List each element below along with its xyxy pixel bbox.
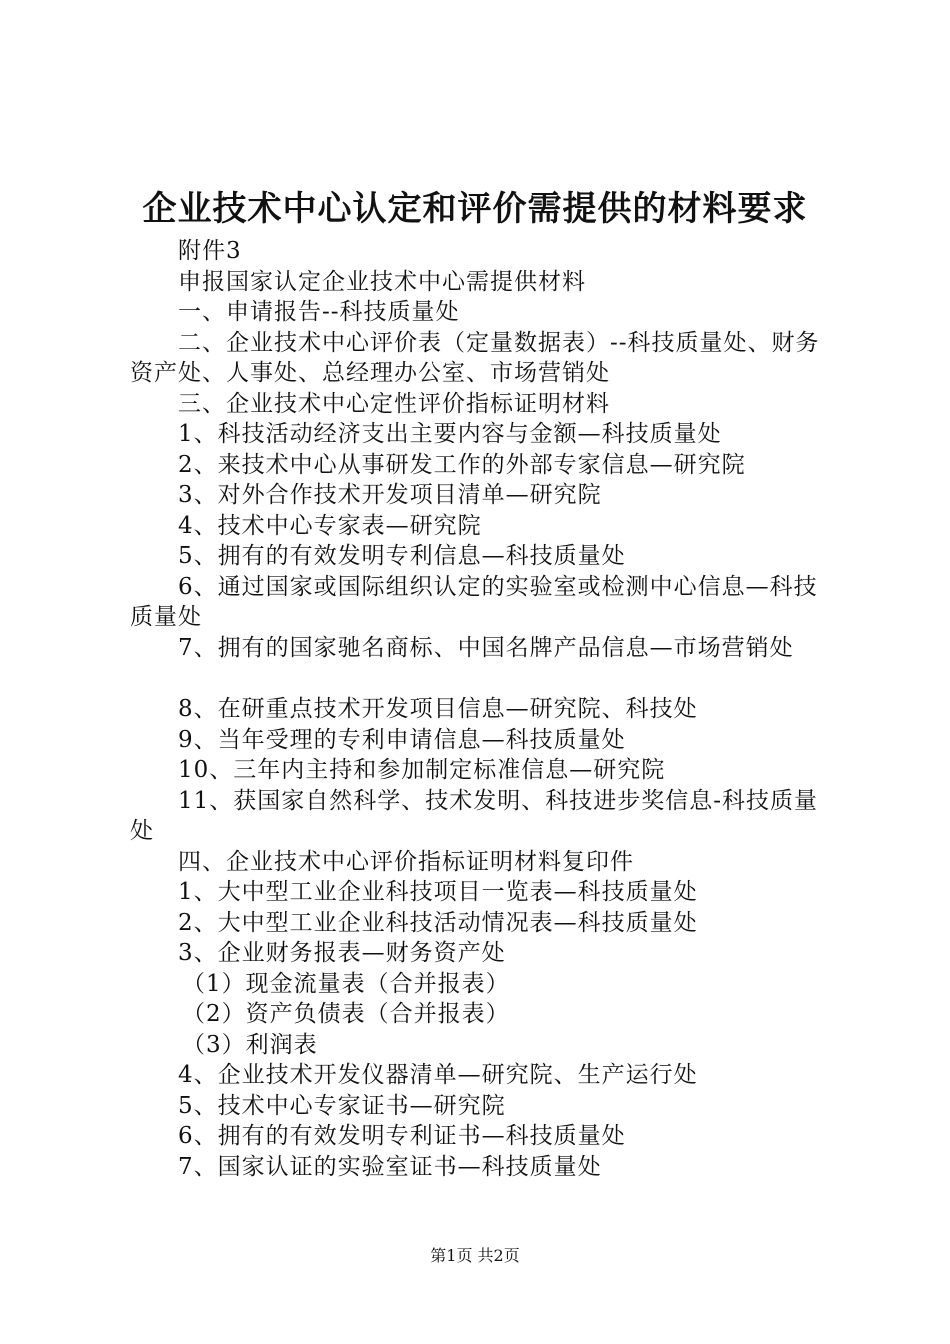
- list-item: 5、技术中心专家证书—研究院: [178, 1092, 506, 1119]
- list-item: 3、对外合作技术开发项目清单—研究院: [178, 482, 602, 508]
- list-item: 4、技术中心专家表—研究院: [178, 512, 482, 539]
- list-item: 2、大中型工业企业科技活动情况表—科技质量处: [178, 909, 698, 936]
- list-item: 4、企业技术开发仪器清单—研究院、生产运行处: [178, 1062, 698, 1088]
- blank-line: [130, 663, 830, 694]
- list-item: 二、企业技术中心评价表（定量数据表）--科技质量处、财务资产处、人事处、总经理办公室、市场营销处: [130, 329, 820, 386]
- list-item: 8、在研重点技术开发项目信息—研究院、科技处: [178, 696, 698, 722]
- list-item: 一、申请报告--科技质量处: [178, 299, 460, 325]
- list-item: 9、当年受理的专利申请信息—科技质量处: [178, 726, 626, 753]
- list-item: 6、通过国家或国际组织认定的实验室或检测中心信息—科技质量处: [130, 573, 818, 630]
- document-body: [130, 236, 830, 1182]
- list-item: 7、拥有的国家驰名商标、中国名牌产品信息—市场营销处: [178, 634, 794, 661]
- list-item: 3、企业财务报表—财务资产处: [178, 940, 506, 966]
- list-item: 6、拥有的有效发明专利证书—科技质量处: [178, 1123, 626, 1149]
- list-item: 1、科技活动经济支出主要内容与金额—科技质量处: [178, 421, 722, 447]
- page-footer: 第1页 共2页: [430, 1246, 520, 1265]
- list-item: 11、获国家自然科学、技术发明、科技进步奖信息-科技质量处: [130, 787, 819, 844]
- section-heading: 四、企业技术中心评价指标证明材料复印件: [178, 848, 634, 875]
- list-item: 1、大中型工业企业科技项目一览表—科技质量处: [178, 879, 698, 905]
- list-item: 7、国家认证的实验室证书—科技质量处: [178, 1153, 602, 1180]
- section-heading: 申报国家认定企业技术中心需提供材料: [178, 268, 586, 295]
- sub-list-item: （2）资产负债表（合并报表）: [182, 1001, 510, 1027]
- list-item: 2、来技术中心从事研发工作的外部专家信息—研究院: [178, 451, 746, 478]
- attachment-label: 附件3: [178, 238, 242, 264]
- list-item: 5、拥有的有效发明专利信息—科技质量处: [178, 543, 626, 569]
- document-title: 企业技术中心认定和评价需提供的材料要求: [142, 189, 808, 229]
- sub-list-item: （3）利润表: [182, 1031, 318, 1058]
- list-item: 三、企业技术中心定性评价指标证明材料: [178, 390, 610, 417]
- list-item: 10、三年内主持和参加制定标准信息—研究院: [178, 757, 666, 783]
- sub-list-item: （1）现金流量表（合并报表）: [182, 970, 510, 997]
